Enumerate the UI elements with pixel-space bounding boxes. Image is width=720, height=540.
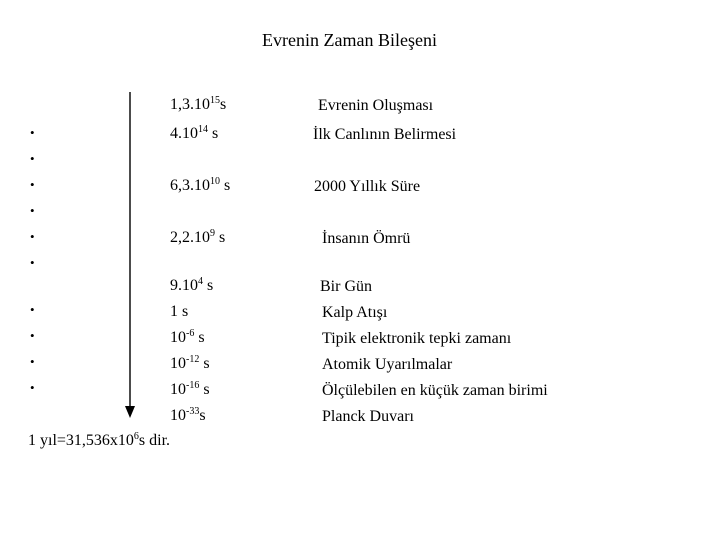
event-label: Atomik Uyarılmalar (322, 356, 453, 373)
time-value: $10^{-16}$ s (170, 380, 210, 398)
bullet: • (30, 177, 35, 192)
time-value: $10^{-6}$ s (170, 328, 205, 346)
vertical-arrow (120, 90, 140, 420)
event-label: Ölçülebilen en küçük zaman birimi (322, 382, 548, 399)
time-value: 2,2.10$^9$ s (170, 228, 226, 246)
event-label: Tipik elektronik tepki zamanı (322, 330, 512, 347)
event-label: 2000 Yıllık Süre (314, 178, 421, 195)
bullet: • (30, 302, 35, 317)
slide-title: Evrenin Zaman Bileşeni (262, 30, 437, 50)
bullet: • (30, 229, 35, 244)
bullet: • (30, 203, 35, 218)
time-value: 9.10$^4$ s (170, 276, 214, 294)
bullet: • (30, 255, 35, 270)
event-label: Planck Duvarı (322, 408, 414, 425)
event-label: Bir Gün (320, 278, 372, 295)
event-label: Evrenin Oluşması (318, 97, 434, 114)
bullet: • (30, 151, 35, 166)
event-label: İnsanın Ömrü (322, 230, 411, 247)
time-value: 4.10$^{14}$ s (170, 124, 219, 142)
time-value: 1 s (170, 303, 189, 320)
event-label: Kalp Atışı (322, 304, 388, 321)
bullet: • (30, 354, 35, 369)
bullet: • (30, 125, 35, 140)
time-value: 1,3.10$^{15}$s (170, 95, 227, 113)
time-value: 6,3.10$^{10}$ s (170, 176, 231, 194)
event-label: İlk Canlının Belirmesi (313, 126, 457, 143)
time-value: $10^{-12}$ s (170, 354, 210, 372)
year-conversion-note: 1 $yıl=31,536x10^6s$ dir. (28, 431, 171, 449)
time-value: $10^{-33}s$ (170, 406, 206, 424)
bullet: • (30, 328, 35, 343)
bullet: • (30, 380, 35, 395)
